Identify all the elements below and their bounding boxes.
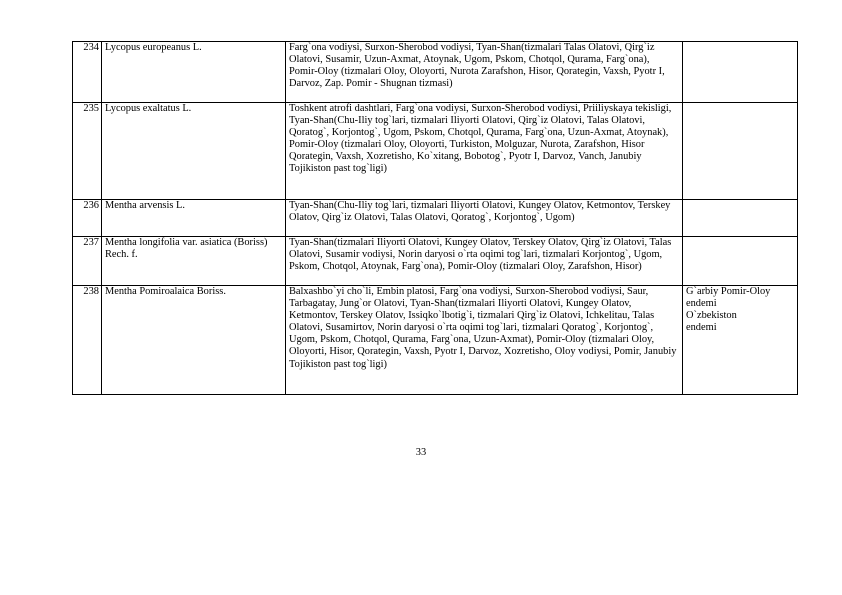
endemic-note-line: O`zbekiston bbox=[686, 310, 737, 322]
species-name: Mentha arvensis L. bbox=[102, 200, 286, 237]
species-name: Lycopus exaltatus L. bbox=[102, 103, 286, 200]
row-number: 236 bbox=[73, 200, 102, 237]
table-row bbox=[73, 103, 798, 200]
row-number: 234 bbox=[73, 42, 102, 103]
endemic-note-line: G`arbiy Pomir-Oloy bbox=[686, 286, 771, 297]
row-number: 238 bbox=[73, 286, 102, 395]
endemic-note-line: endemi bbox=[686, 322, 717, 334]
table-row bbox=[73, 200, 798, 237]
species-name: Lycopus europeanus L. bbox=[102, 42, 286, 103]
endemic-note bbox=[683, 42, 798, 103]
species-table bbox=[72, 41, 798, 395]
species-name: Mentha longifolia var. asiatica (Boriss) Rech. f. bbox=[102, 237, 286, 286]
table-row bbox=[73, 42, 798, 103]
endemic-note bbox=[683, 237, 798, 286]
table-row bbox=[73, 286, 798, 395]
row-number: 235 bbox=[73, 103, 102, 200]
row-number: 237 bbox=[73, 237, 102, 286]
endemic-note bbox=[683, 286, 798, 395]
endemic-note bbox=[683, 200, 798, 237]
endemic-note-line: endemi bbox=[686, 298, 717, 310]
table-row bbox=[73, 237, 798, 286]
endemic-note bbox=[683, 103, 798, 200]
page-number: 33 bbox=[415, 447, 427, 458]
distribution-text: Tyan-Shan(Chu-Iliy tog`lari, tizmalari Iliyorti Olatovi, Kungey Olatov, Ketmontov, Terskey Olatov, Qirg`iz Olatovi, Talas Olatovi, Qoratog`, Korjontog`, Ugom) bbox=[286, 200, 683, 237]
distribution-text: Farg`ona vodiysi, Surxon-Sherobod vodiysi, Tyan-Shan(tizmalari Talas Olatovi, Qirg`iz Olatovi, Susamir, Uzun-Axmat, Atoynak, Ugom, Pskom, Chotqol, Qurama, Farg`ona), Pomir-Oloy (tizmalari Oloy, Oloyorti, Nurota Zarafshon, Hisor, Qorategin, Vaxsh, Pyotr I, Darvoz, Zap. Pomir - Shugnan tizmasi) bbox=[286, 42, 683, 103]
species-name: Mentha Pomiroalaica Boriss. bbox=[102, 286, 286, 395]
distribution-text: Balxashbo`yi cho`li, Embin platosi, Farg`ona vodiysi, Surxon-Sherobod vodiysi, Saur, Tarbagatay, Jung`or Olatovi, Tyan-Shan(tizmalari Iliyorti Olatovi, Kungey Olatov, Ketmontov, Terskey Olatov, Issiqko`lbotig`i, tizmalari Qirg`iz Olatovi, Ichkelitau, Talas Olatovi, Susamirtov, Norin daryosi o`rta oqimi tog`lari, tizmalari Qoratog`, Korjontog`, Ugom, Pskom, Chotqol, Qurama, Farg`ona, Uzun-Axmat), Pomir-Oloy (tizmalari Oloy, Oloyorti, Hisor, Qorategin, Vaxsh, Pyotr I, Darvoz, Xozretisho, Oloy vodiysi, Pomir, Janubiy Tojikiston past tog`ligi) bbox=[286, 286, 683, 395]
distribution-text: Toshkent atrofi dashtlari, Farg`ona vodiysi, Surxon-Sherobod vodiysi, Priiliyskaya tekisligi, Tyan-Shan(Chu-Iliy tog`lari, tizmalari Iliyorti Olatovi, Qirg`iz Olatovi, Talas Olatovi, Qoratog`, Korjontog`, Ugom, Pskom, Chotqol, Qurama, Farg`ona, Uzun-Axmat, Atoynak), Pomir-Oloy (tizmalari Oloy, Oloyorti, Turkiston, Molguzar, Nurota, Zarafshon, Hisor Qorategin, Vaxsh, Xozretisho, Ko`xitang, Bobotog`, Pyotr I, Darvoz, Vanch, Janubiy Tojikiston past tog`ligi) bbox=[286, 103, 683, 200]
distribution-text: Tyan-Shan(tizmalari Iliyorti Olatovi, Kungey Olatov, Terskey Olatov, Qirg`iz Olatovi, Talas Olatovi, Susamir vodiysi, Norin daryosi o`rta oqimi tog`lari, tizmalari Korjontog`, Ugom, Pskom, Chotqol, Atoynak, Farg`ona), Pomir-Oloy (tizmalari Oloy, Zarafshon, Hisor) bbox=[286, 237, 683, 286]
